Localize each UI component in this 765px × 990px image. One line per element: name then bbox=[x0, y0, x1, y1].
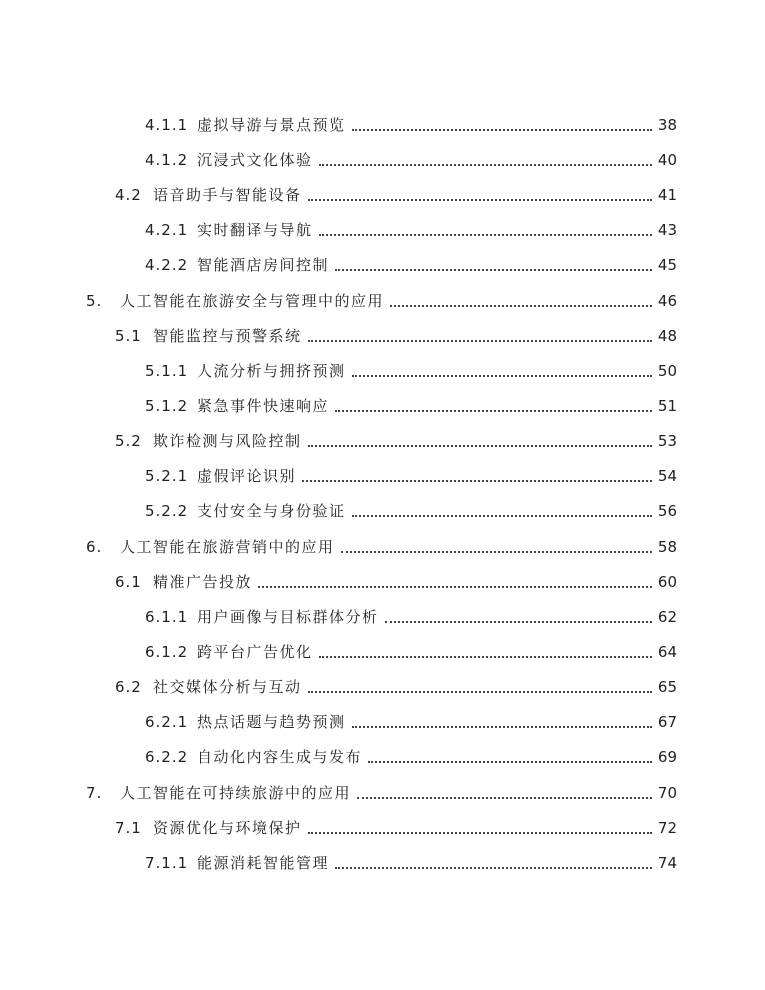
toc-entry-number: 5.1.2 bbox=[145, 397, 189, 415]
toc-entry-title: 沉浸式文化体验 bbox=[197, 151, 313, 169]
toc-entry-title: 紧急事件快速响应 bbox=[197, 397, 330, 415]
toc-entry-page: 65 bbox=[657, 678, 677, 696]
dot-leader bbox=[390, 288, 652, 314]
toc-entry[interactable] bbox=[145, 639, 677, 665]
toc-entry-page: 56 bbox=[657, 502, 677, 520]
dot-leader bbox=[335, 252, 652, 278]
dot-leader bbox=[319, 639, 652, 665]
toc-entry-number: 4.2.1 bbox=[145, 221, 189, 239]
toc-entry[interactable] bbox=[145, 393, 677, 419]
toc-entry[interactable] bbox=[145, 112, 677, 138]
toc-entry-page: 70 bbox=[657, 784, 677, 802]
toc-entry-number: 6.1.2 bbox=[145, 643, 189, 661]
toc-entry-number: 5.1.1 bbox=[145, 362, 189, 380]
toc-entry-number: 7.1.1 bbox=[145, 854, 189, 872]
toc-entry-number: 6. bbox=[86, 538, 103, 556]
toc-entry[interactable] bbox=[115, 815, 677, 841]
toc-entry-page: 41 bbox=[657, 186, 677, 204]
toc-entry-number: 6.2.2 bbox=[145, 748, 189, 766]
toc-entry-page: 60 bbox=[657, 573, 677, 591]
dot-leader bbox=[352, 112, 652, 138]
dot-leader bbox=[308, 323, 652, 349]
toc-entry[interactable] bbox=[86, 780, 677, 806]
toc-entry-number: 7. bbox=[86, 784, 103, 802]
toc-entry[interactable] bbox=[115, 674, 677, 700]
toc-entry-page: 62 bbox=[657, 608, 677, 626]
toc-entry-title: 用户画像与目标群体分析 bbox=[197, 608, 379, 626]
dot-leader bbox=[357, 780, 652, 806]
toc-entry-title: 虚拟导游与景点预览 bbox=[197, 116, 346, 134]
toc-entry-title: 人工智能在旅游安全与管理中的应用 bbox=[120, 292, 385, 310]
toc-entry-page: 74 bbox=[657, 854, 677, 872]
toc-entry[interactable] bbox=[115, 323, 677, 349]
toc-entry-title: 实时翻译与导航 bbox=[197, 221, 313, 239]
dot-leader bbox=[319, 217, 652, 243]
dot-leader bbox=[385, 604, 652, 630]
toc-entry-page: 69 bbox=[657, 748, 677, 766]
dot-leader bbox=[352, 709, 652, 735]
dot-leader bbox=[258, 569, 652, 595]
toc-entry-number: 6.1 bbox=[115, 573, 142, 591]
toc-entry-title: 跨平台广告优化 bbox=[197, 643, 313, 661]
toc-entry-number: 5.2 bbox=[115, 432, 142, 450]
toc-entry[interactable] bbox=[145, 463, 677, 489]
dot-leader bbox=[302, 463, 652, 489]
toc-entry[interactable] bbox=[145, 498, 677, 524]
toc-entry-title: 虚假评论识别 bbox=[197, 467, 297, 485]
dot-leader bbox=[308, 815, 652, 841]
toc-entry-page: 58 bbox=[657, 538, 677, 556]
toc-entry-title: 社交媒体分析与互动 bbox=[153, 678, 302, 696]
toc-entry[interactable] bbox=[145, 252, 677, 278]
toc-entry-number: 5.1 bbox=[115, 327, 142, 345]
dot-leader bbox=[335, 850, 652, 876]
toc-entry-page: 67 bbox=[657, 713, 677, 731]
toc-entry-page: 53 bbox=[657, 432, 677, 450]
toc-entry-page: 38 bbox=[657, 116, 677, 134]
dot-leader bbox=[352, 358, 652, 384]
toc-entry-page: 45 bbox=[657, 256, 677, 274]
dot-leader bbox=[319, 147, 652, 173]
toc-entry-number: 4.1.1 bbox=[145, 116, 189, 134]
toc-entry[interactable] bbox=[86, 288, 677, 314]
toc-entry[interactable] bbox=[145, 147, 677, 173]
toc-entry-title: 人流分析与拥挤预测 bbox=[197, 362, 346, 380]
toc-entry[interactable] bbox=[115, 182, 677, 208]
toc-entry[interactable] bbox=[145, 744, 677, 770]
toc-entry-page: 46 bbox=[657, 292, 677, 310]
toc-entry-title: 智能酒店房间控制 bbox=[197, 256, 330, 274]
dot-leader bbox=[308, 674, 652, 700]
toc-entry-number: 4.2 bbox=[115, 186, 142, 204]
toc-entry-page: 50 bbox=[657, 362, 677, 380]
toc-entry-title: 智能监控与预警系统 bbox=[153, 327, 302, 345]
toc-entry-title: 能源消耗智能管理 bbox=[197, 854, 330, 872]
toc-entry-title: 支付安全与身份验证 bbox=[197, 502, 346, 520]
toc-entry-number: 5. bbox=[86, 292, 103, 310]
toc-entry-title: 人工智能在可持续旅游中的应用 bbox=[120, 784, 352, 802]
toc-entry-title: 自动化内容生成与发布 bbox=[197, 748, 363, 766]
toc-entry-page: 40 bbox=[657, 151, 677, 169]
toc-entry[interactable] bbox=[115, 569, 677, 595]
toc-entry[interactable] bbox=[145, 358, 677, 384]
dot-leader bbox=[341, 534, 652, 560]
toc-entry-title: 资源优化与环境保护 bbox=[153, 819, 302, 837]
dot-leader bbox=[308, 182, 652, 208]
dot-leader bbox=[308, 428, 652, 454]
toc-entry[interactable] bbox=[145, 850, 677, 876]
toc-entry[interactable] bbox=[86, 534, 677, 560]
toc-entry-title: 欺诈检测与风险控制 bbox=[153, 432, 302, 450]
toc-entry-page: 54 bbox=[657, 467, 677, 485]
toc-entry-number: 4.2.2 bbox=[145, 256, 189, 274]
toc-entry-number: 6.1.1 bbox=[145, 608, 189, 626]
dot-leader bbox=[352, 498, 652, 524]
toc-entry-title: 精准广告投放 bbox=[153, 573, 253, 591]
toc-entry-title: 热点话题与趋势预测 bbox=[197, 713, 346, 731]
toc-entry-number: 5.2.2 bbox=[145, 502, 189, 520]
dot-leader bbox=[368, 744, 652, 770]
toc-entry-page: 51 bbox=[657, 397, 677, 415]
toc-entry[interactable] bbox=[145, 709, 677, 735]
toc-entry-page: 48 bbox=[657, 327, 677, 345]
toc-entry-number: 7.1 bbox=[115, 819, 142, 837]
toc-entry[interactable] bbox=[145, 604, 677, 630]
toc-entry[interactable] bbox=[115, 428, 677, 454]
toc-entry[interactable] bbox=[145, 217, 677, 243]
dot-leader bbox=[335, 393, 652, 419]
toc-entry-number: 6.2.1 bbox=[145, 713, 189, 731]
toc-entry-page: 43 bbox=[657, 221, 677, 239]
toc-entry-title: 人工智能在旅游营销中的应用 bbox=[120, 538, 335, 556]
toc-entry-title: 语音助手与智能设备 bbox=[153, 186, 302, 204]
toc-entry-number: 5.2.1 bbox=[145, 467, 189, 485]
toc-entry-page: 64 bbox=[657, 643, 677, 661]
toc-entry-number: 4.1.2 bbox=[145, 151, 189, 169]
toc-entry-number: 6.2 bbox=[115, 678, 142, 696]
toc-entry-page: 72 bbox=[657, 819, 677, 837]
